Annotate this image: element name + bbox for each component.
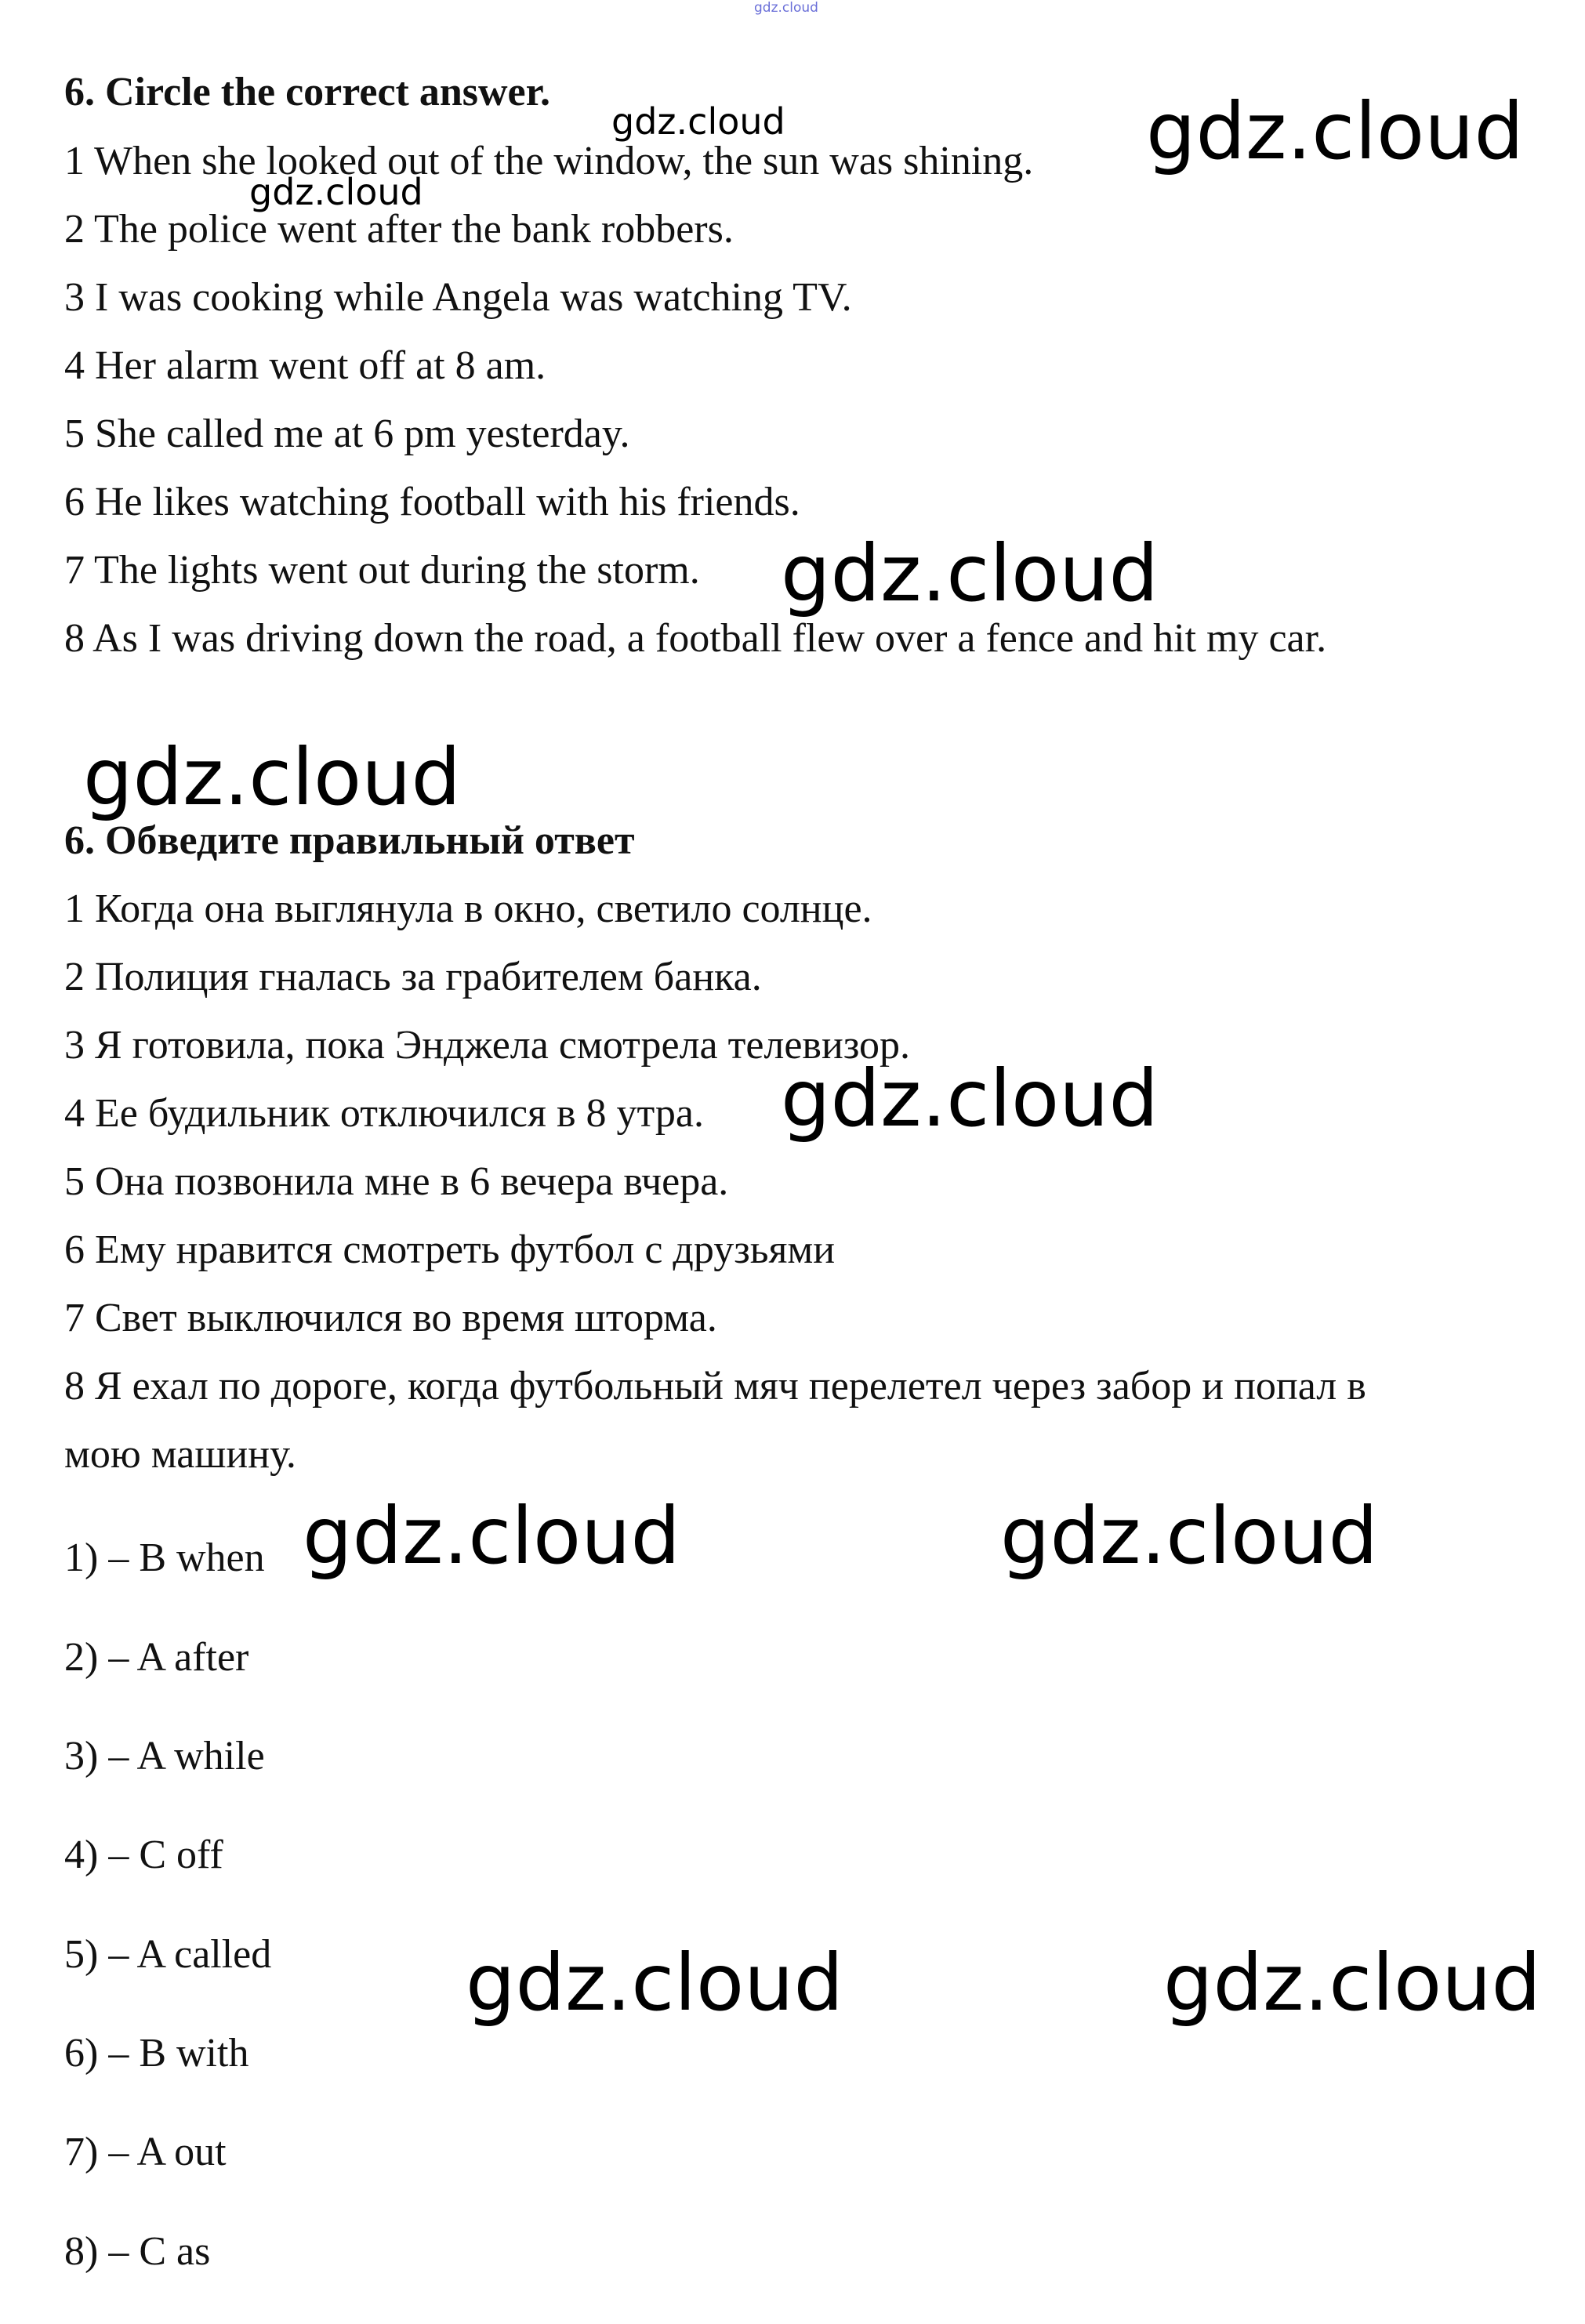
watermark-2: gdz.cloud (781, 528, 1159, 619)
english-item-5: 5 She called me at 6 pm yesterday. (64, 412, 630, 456)
answer-1: 1) – B when (64, 1535, 265, 1580)
watermark-8: gdz.cloud (1163, 1937, 1542, 2029)
russian-item-7: 7 Свет выключился во время шторма. (64, 1296, 717, 1340)
english-item-1: 1 When she looked out of the window, the sun was shining. (64, 139, 1034, 183)
answer-2: 2) – A after (64, 1635, 249, 1680)
english-heading: 6. Circle the correct answer. (64, 70, 550, 114)
watermark-5: gdz.cloud (303, 1490, 681, 1582)
english-item-6: 6 He likes watching football with his friends. (64, 480, 800, 524)
answer-4: 4) – C off (64, 1833, 223, 1877)
english-item-2: 2 The police went after the bank robbers. (64, 207, 734, 252)
watermark-6: gdz.cloud (1000, 1490, 1379, 1582)
answer-7: 7) – A out (64, 2130, 227, 2174)
english-item-4: 4 Her alarm went off at 8 am. (64, 343, 546, 388)
english-item-8: 8 As I was driving down the road, a football flew over a fence and hit my car. (64, 616, 1327, 661)
watermark-4: gdz.cloud (781, 1053, 1159, 1144)
russian-item-5: 5 Она позвонила мне в 6 вечера вчера. (64, 1159, 729, 1204)
answer-8: 8) – C as (64, 2229, 211, 2274)
russian-item-3: 3 Я готовила, пока Энджела смотрела телевизор. (64, 1023, 911, 1068)
watermark-7: gdz.cloud (466, 1937, 844, 2029)
russian-item-6: 6 Ему нравится смотреть футбол с друзьями (64, 1227, 836, 1272)
watermark-small-2: gdz.cloud (249, 171, 423, 213)
answer-3: 3) – A while (64, 1734, 265, 1778)
russian-item-4: 4 Ее будильник отключился в 8 утра. (64, 1091, 704, 1136)
english-item-7: 7 The lights went out during the storm. (64, 548, 700, 593)
watermark-1: gdz.cloud (1146, 85, 1525, 177)
russian-item-8-continued: мою машину. (64, 1432, 296, 1477)
answer-6: 6) – B with (64, 2031, 249, 2076)
watermark-3: gdz.cloud (83, 731, 462, 823)
russian-heading: 6. Обведите правильный ответ (64, 818, 635, 863)
russian-item-1: 1 Когда она выглянула в окно, светило солнце. (64, 886, 872, 931)
russian-item-2: 2 Полиция гналась за грабителем банка. (64, 955, 762, 999)
english-item-3: 3 I was cooking while Angela was watching TV. (64, 275, 852, 320)
top-watermark: gdz.cloud (754, 0, 818, 16)
russian-item-8: 8 Я ехал по дороге, когда футбольный мяч перелетел через забор и попал в (64, 1364, 1366, 1409)
answer-5: 5) – A called (64, 1932, 272, 1977)
watermark-small-1: gdz.cloud (611, 100, 785, 143)
